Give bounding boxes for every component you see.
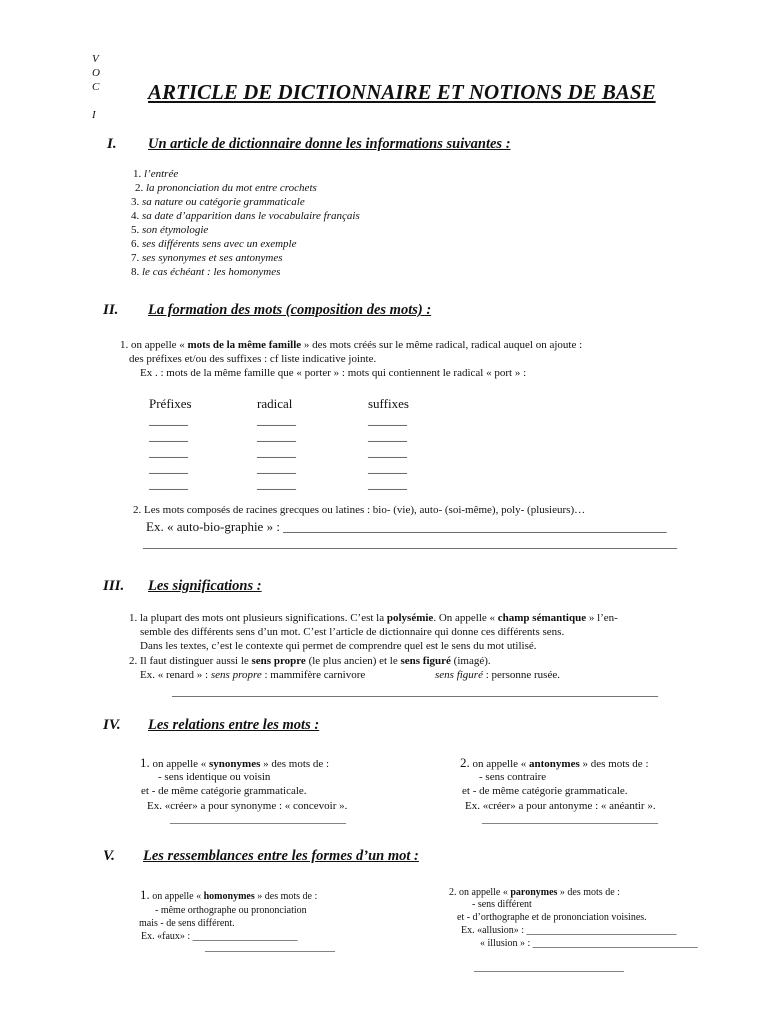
definition-line: mais - de sens différent. xyxy=(139,918,235,929)
list-item: 1. l’entrée xyxy=(133,168,179,180)
blank-line: ______ xyxy=(149,412,188,427)
definition-line: 1. on appelle « synonymes » des mots de : xyxy=(140,755,330,770)
blank-line: ______ xyxy=(149,428,188,443)
section-heading: La formation des mots (composition des mots) : xyxy=(148,302,432,318)
margin-letter: V xyxy=(92,53,99,65)
definition-line: et - de même catégorie grammaticale. xyxy=(141,785,307,797)
list-item: 3. sa nature ou catégorie grammaticale xyxy=(131,196,305,208)
column-header: Préfixes xyxy=(149,396,192,411)
definition-line: 2. on appelle « paronymes » des mots de : xyxy=(449,887,620,898)
margin-letter: I xyxy=(92,109,96,121)
definition-line: - sens identique ou voisin xyxy=(158,771,271,783)
definition-line: - sens contraire xyxy=(479,771,547,783)
blank-line: ______ xyxy=(257,428,296,443)
margin-letter: O xyxy=(92,67,100,79)
prefixes-column xyxy=(149,396,192,492)
section-number: IV. xyxy=(103,717,121,733)
paragraph-line: semble des différents sens d’un mot. C’est l’article de dictionnaire qui donne ces différents sens. xyxy=(140,626,565,638)
section-number: II. xyxy=(103,302,119,318)
blank-line: ______ xyxy=(257,460,296,475)
paragraph-line: Ex . : mots de la même famille que « porter » : mots qui contiennent le radical « port » : xyxy=(140,367,527,379)
section-number: III. xyxy=(103,578,125,594)
example-line: Ex. «allusion» : ______________________________ xyxy=(461,925,677,936)
blank-line: ______ xyxy=(257,444,296,459)
paragraph-line: Dans les textes, c’est le contexte qui permet de comprendre quel est le sens du mot utilisé. xyxy=(140,640,537,652)
blank-line: _________________________________________________________________________________ xyxy=(172,684,658,698)
paragraph-line: 1. on appelle « mots de la même famille » des mots créés sur le même radical, radical auquel on ajoute : xyxy=(120,339,583,351)
blank-line: ______ xyxy=(149,444,188,459)
blank-line: ______ xyxy=(368,444,407,459)
example-line: Ex. « auto-bio-graphie » : ___________________________________________________________ xyxy=(146,519,667,534)
example-line: Ex. «créer» a pour antonyme : « anéantir ». xyxy=(465,800,656,812)
paragraph-line: des préfixes et/ou des suffixes : cf liste indicative jointe. xyxy=(129,353,377,365)
page-title: ARTICLE DE DICTIONNAIRE ET NOTIONS DE BASE xyxy=(148,80,656,104)
blank-line: ______ xyxy=(368,476,407,491)
blank-line: _________________________________________________________________________________________ xyxy=(143,536,677,550)
example-line: « illusion » : _________________________________ xyxy=(480,938,698,949)
column-header: radical xyxy=(257,396,293,411)
blank-line: ______________________________ xyxy=(474,962,624,973)
example-line: Ex. «créer» a pour synonyme : « concevoir ». xyxy=(147,800,348,812)
definition-line: et - d’orthographe et de prononciation voisines. xyxy=(457,912,647,923)
list-item: 7. ses synonymes et ses antonymes xyxy=(131,252,283,264)
definition-line: - même orthographe ou prononciation xyxy=(155,905,307,916)
section-heading: Les relations entre les mots : xyxy=(148,717,320,733)
column-header: suffixes xyxy=(368,396,409,411)
blank-line: ______ xyxy=(149,460,188,475)
blank-line: ______ xyxy=(368,428,407,443)
blank-line: ______ xyxy=(368,412,407,427)
section-number: V. xyxy=(103,848,115,864)
blank-line: ________________________________ xyxy=(482,813,658,825)
definition-line: 1. on appelle « homonymes » des mots de : xyxy=(140,887,318,902)
list-item: 8. le cas échéant : les homonymes xyxy=(131,266,281,278)
paragraph-line: 2. Il faut distinguer aussi le sens propre (le plus ancien) et le sens figuré (imagé). xyxy=(129,655,491,667)
definition-line: 2. on appelle « antonymes » des mots de : xyxy=(460,755,649,770)
blank-line: __________________________ xyxy=(205,942,335,953)
definition-line: - sens différent xyxy=(472,899,532,910)
list-item: 4. sa date d’apparition dans le vocabulaire français xyxy=(131,210,360,222)
list-item: 2. la prononciation du mot entre crochets xyxy=(135,182,317,194)
section-heading: Un article de dictionnaire donne les informations suivantes : xyxy=(148,136,511,152)
blank-line: ________________________________ xyxy=(170,813,346,825)
blank-line: ______ xyxy=(257,412,296,427)
definition-line: et - de même catégorie grammaticale. xyxy=(462,785,628,797)
section-heading: Les significations : xyxy=(148,578,262,594)
blank-line: ______ xyxy=(368,460,407,475)
example-line: Ex. « renard » : sens propre : mammifère carnivore xyxy=(140,669,366,681)
section-number: I. xyxy=(107,136,117,152)
radical-column xyxy=(257,396,296,492)
example-line: Ex. «faux» : _____________________ xyxy=(141,931,298,942)
example-line: sens figuré : personne rusée. xyxy=(435,669,560,681)
paragraph-line: 2. Les mots composés de racines grecques ou latines : bio- (vie), auto- (soi-même), poly- (plusieurs)… xyxy=(133,504,586,516)
blank-line: ______ xyxy=(257,476,296,491)
paragraph-line: 1. la plupart des mots ont plusieurs significations. C’est la polysémie. On appelle « champ sémantique » l’en- xyxy=(129,612,618,624)
list-item: 5. son étymologie xyxy=(131,224,209,236)
section-heading: Les ressemblances entre les formes d’un mot : xyxy=(143,848,419,864)
margin-letter: C xyxy=(92,81,100,93)
suffixes-column xyxy=(368,396,409,492)
blank-line: ______ xyxy=(149,476,188,491)
list-item: 6. ses différents sens avec un exemple xyxy=(131,238,297,250)
